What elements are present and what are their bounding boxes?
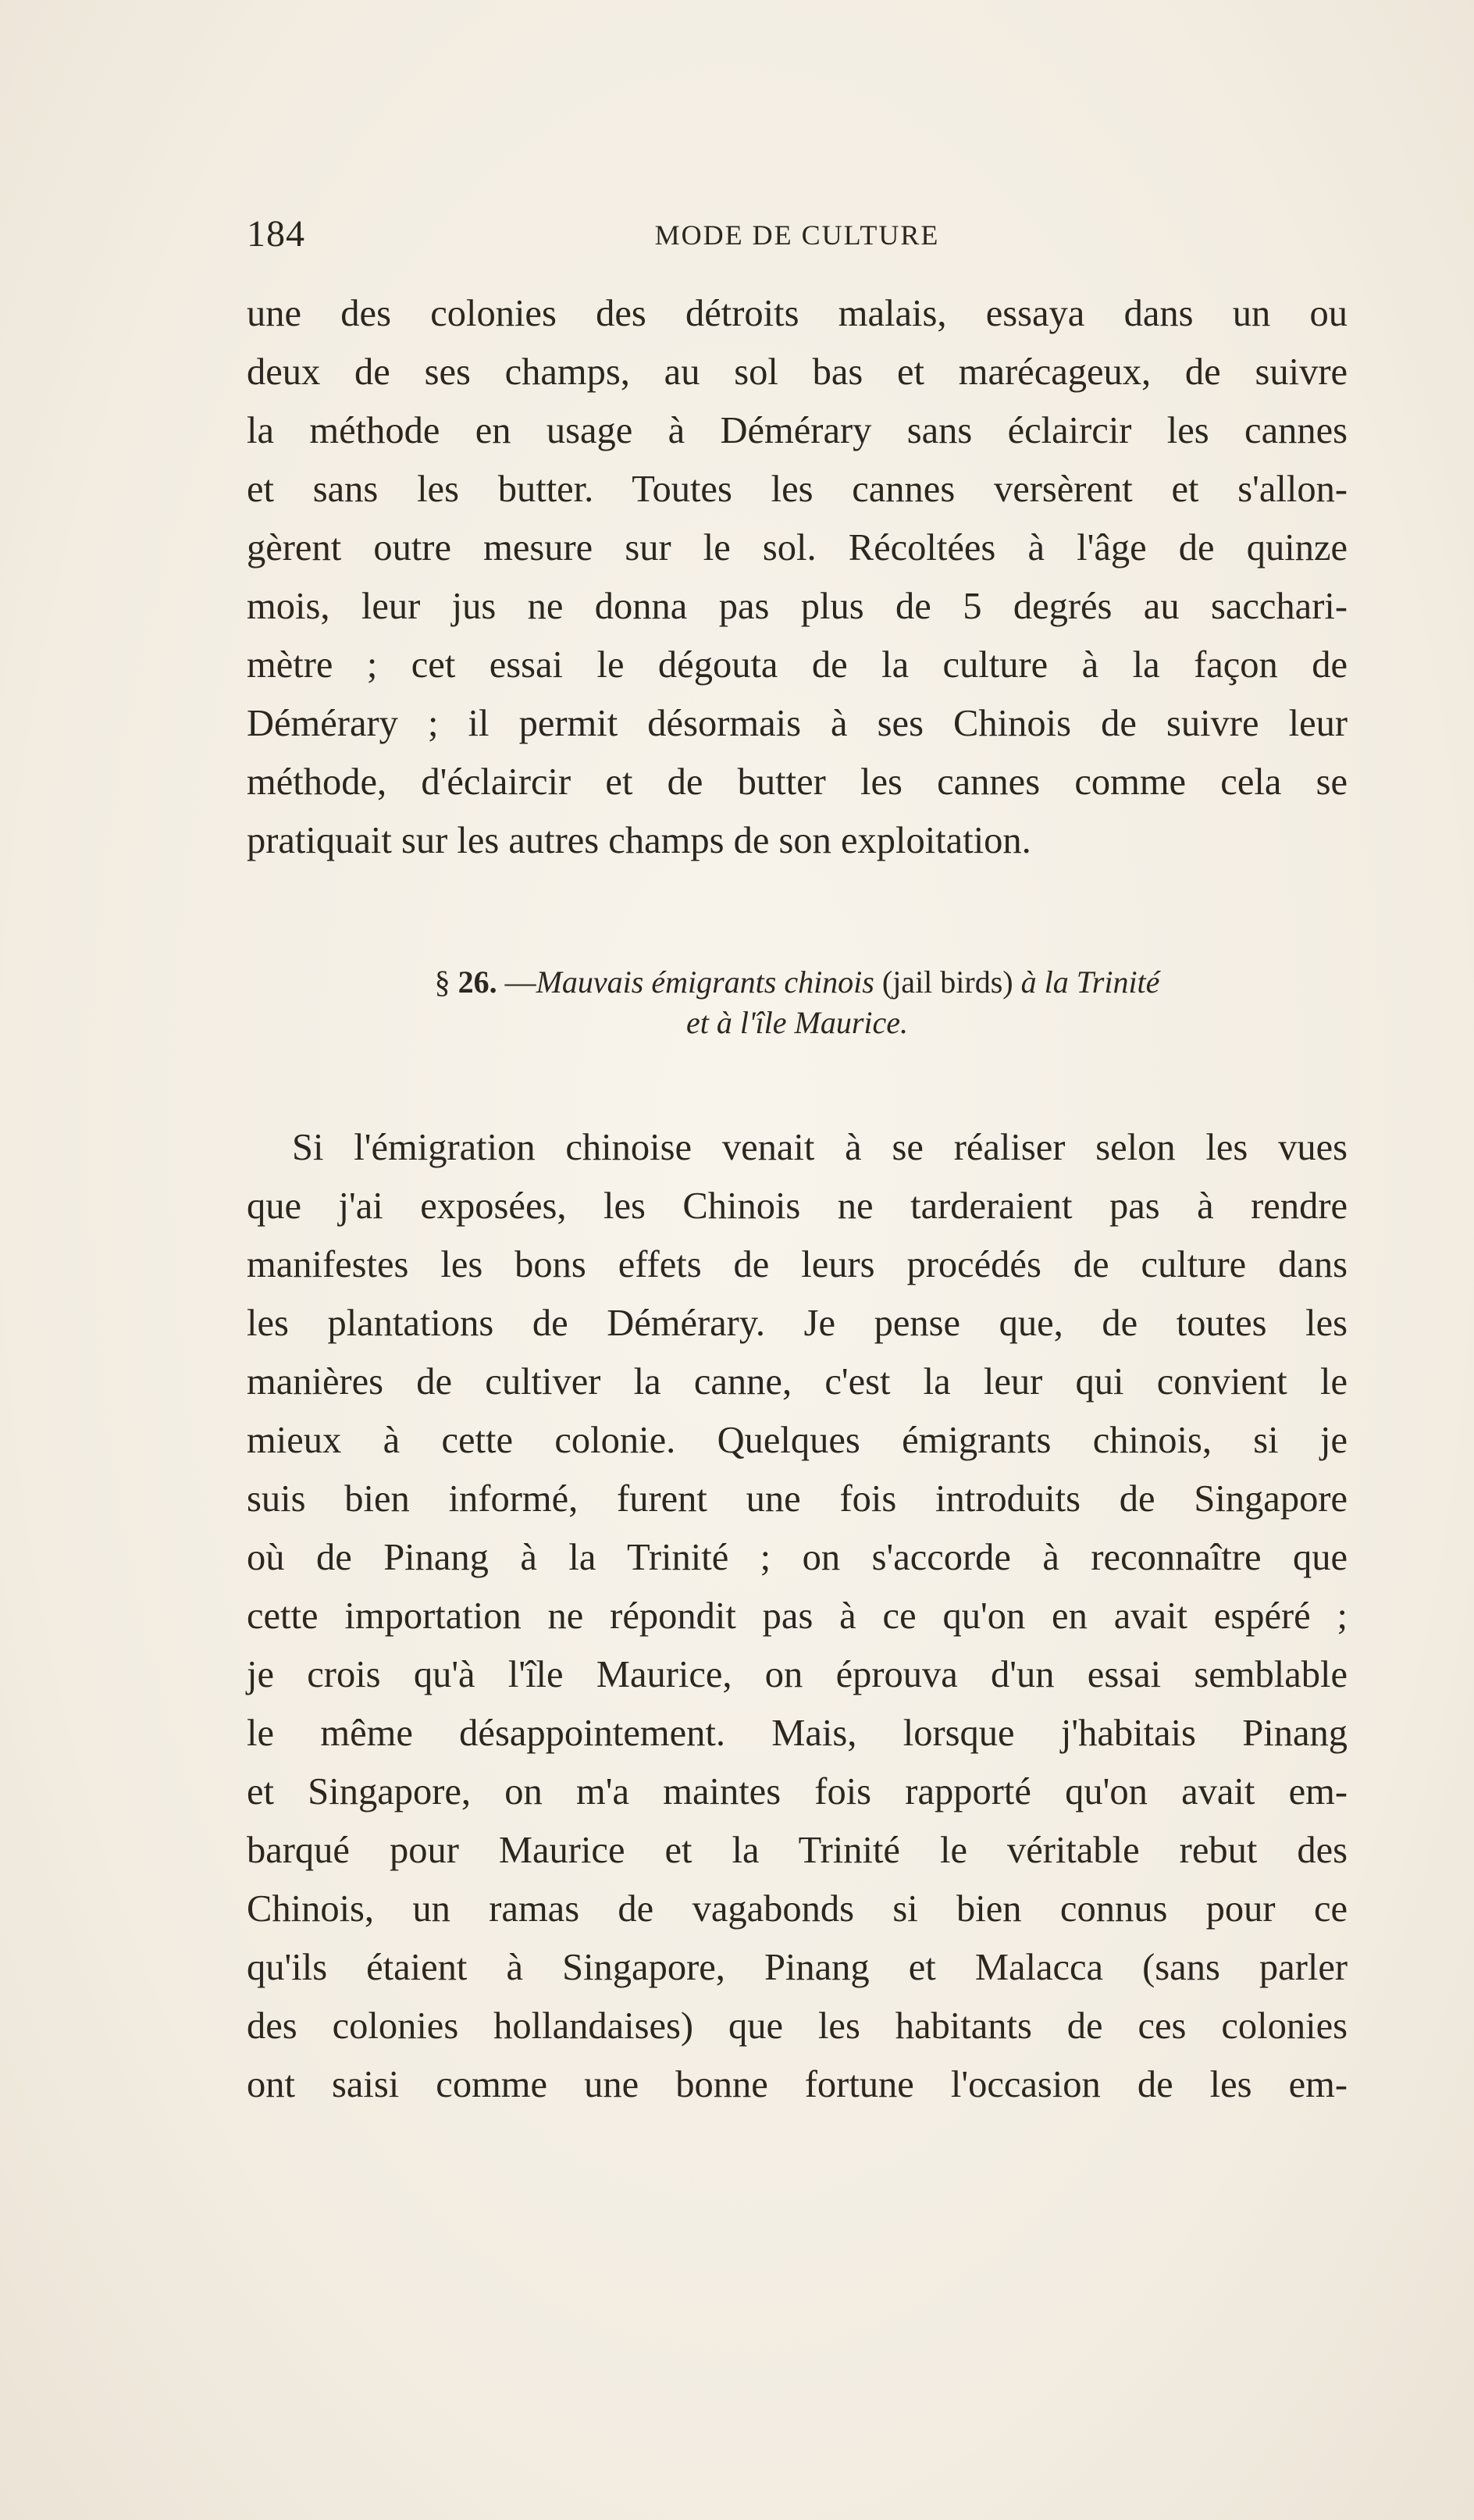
text-line: qu'ils étaient à Singapore, Pinang et Malacca (sans parler xyxy=(247,1947,1348,1988)
text-line: que j'ai exposées, les Chinois ne tarderaient pas à rendre xyxy=(247,1185,1348,1227)
section-symbol: § xyxy=(434,964,450,1000)
text-line: manifestes les bons effets de leurs procédés de culture dans xyxy=(247,1244,1348,1285)
text-line: Chinois, un ramas de vagabonds si bien connus pour ce xyxy=(247,1888,1348,1930)
heading-italic-3: et à l'île Maurice. xyxy=(685,1005,909,1040)
text-line: la méthode en usage à Démérary sans éclaircir les cannes xyxy=(247,410,1348,451)
text-line: gèrent outre mesure sur le sol. Récoltées à l'âge de quinze xyxy=(247,527,1348,569)
text-line: les plantations de Démérary. Je pense que, de toutes les xyxy=(247,1303,1348,1344)
section-heading xyxy=(247,962,1348,1043)
text-line: ont saisi comme une bonne fortune l'occasion de les em- xyxy=(247,2064,1348,2105)
text-line: deux de ses champs, au sol bas et marécageux, de suivre xyxy=(247,351,1348,393)
text-line: méthode, d'éclaircir et de butter les cannes comme cela se xyxy=(247,761,1348,803)
text-line: barqué pour Maurice et la Trinité le véritable rebut des xyxy=(247,1830,1348,1871)
paragraph-2 xyxy=(247,1118,1348,2114)
heading-italic-2: à la Trinité xyxy=(1020,964,1160,1000)
text-line: manières de cultiver la canne, c'est la leur qui convient le xyxy=(247,1361,1348,1403)
text-line: pratiquait sur les autres champs de son exploitation. xyxy=(247,820,1031,861)
text-line: mieux à cette colonie. Quelques émigrants chinois, si je xyxy=(247,1420,1348,1461)
heading-roman: (jail birds) xyxy=(881,964,1013,1000)
text-line: et sans les butter. Toutes les cannes versèrent et s'allon- xyxy=(247,469,1348,510)
page-header xyxy=(247,212,1348,267)
text-line: le même désappointement. Mais, lorsque j'habitais Pinang xyxy=(247,1713,1348,1754)
text-line: une des colonies des détroits malais, essaya dans un ou xyxy=(247,293,1348,334)
heading-dash: — xyxy=(504,964,536,1000)
text-line: Démérary ; il permit désormais à ses Chinois de suivre leur xyxy=(247,703,1348,744)
text-line: suis bien informé, furent une fois introduits de Singapore xyxy=(247,1478,1348,1520)
heading-italic-1: Mauvais émigrants chinois xyxy=(536,964,874,1000)
text-line: mois, leur jus ne donna pas plus de 5 degrés au sacchari- xyxy=(247,586,1348,627)
running-head: MODE DE CULTURE xyxy=(654,219,940,251)
text-line: et Singapore, on m'a maintes fois rapporté qu'on avait em- xyxy=(247,1771,1348,1812)
paragraph-1 xyxy=(247,284,1348,870)
text-line: je crois qu'à l'île Maurice, on éprouva d'un essai semblable xyxy=(247,1654,1348,1695)
text-line: Si l'émigration chinoise venait à se réaliser selon les vues xyxy=(292,1127,1348,1168)
page-number: 184 xyxy=(247,213,305,255)
text-line: cette importation ne répondit pas à ce qu'on en avait espéré ; xyxy=(247,1595,1348,1637)
section-number: 26. xyxy=(458,964,497,1000)
text-line: des colonies hollandaises) que les habitants de ces colonies xyxy=(247,2005,1348,2047)
text-line: où de Pinang à la Trinité ; on s'accorde à reconnaître que xyxy=(247,1537,1348,1578)
text-line: mètre ; cet essai le dégouta de la culture à la façon de xyxy=(247,644,1348,686)
